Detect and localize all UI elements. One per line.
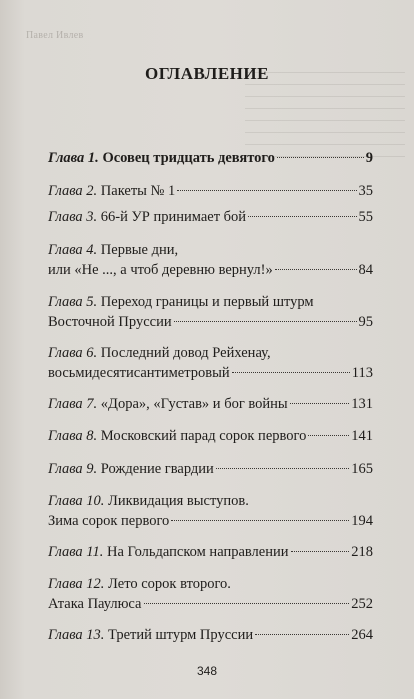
toc-entry[interactable]	[48, 181, 373, 201]
page-title: ОГЛАВЛЕНИЕ	[145, 64, 269, 83]
toc-entry-line	[48, 363, 373, 383]
chapter-page-number: 131	[351, 396, 373, 412]
chapter-title-continued: Восточной Пруссии	[48, 314, 172, 330]
chapter-title-continued: восьмидесятисантиметровый	[48, 365, 230, 381]
toc-entry-line	[48, 426, 373, 446]
chapter-label: Глава 3.	[48, 209, 98, 225]
toc-entry-line	[48, 148, 373, 168]
running-head: Павел Ивлев	[26, 30, 84, 41]
chapter-page-number: 113	[351, 365, 373, 381]
dot-leader	[255, 634, 349, 635]
page-number: 348	[196, 664, 218, 678]
toc-entry-line	[48, 207, 373, 227]
chapter-title: Рождение гвардии	[100, 461, 214, 477]
chapter-label: Глава 13.	[48, 627, 105, 643]
chapter-label: Глава 8.	[48, 428, 98, 444]
toc-entry[interactable]	[48, 542, 373, 562]
dot-leader	[248, 216, 356, 217]
chapter-label: Глава 1.	[48, 150, 99, 166]
chapter-label: Глава 6.	[48, 345, 98, 361]
toc-entry[interactable]	[48, 292, 373, 332]
chapter-title: На Гольдапском направлении	[106, 544, 289, 560]
toc-entry-line	[48, 459, 373, 479]
chapter-title: Третий штурм Пруссии	[108, 627, 254, 643]
chapter-label: Глава 7.	[48, 396, 98, 412]
dot-leader	[144, 603, 350, 604]
chapter-page-number: 218	[351, 544, 373, 560]
dot-leader	[290, 403, 350, 404]
toc-entry-line	[48, 625, 373, 645]
chapter-page-number: 165	[351, 461, 373, 477]
chapter-label: Глава 4.	[48, 242, 98, 258]
toc-entry[interactable]	[48, 207, 373, 227]
toc-entry[interactable]	[48, 459, 373, 479]
chapter-page-number: 264	[351, 627, 373, 643]
toc-entry[interactable]	[48, 491, 373, 531]
toc-entry[interactable]	[48, 240, 373, 280]
chapter-label: Глава 5.	[48, 294, 98, 310]
dot-leader	[275, 269, 357, 270]
chapter-title-continued: Атака Паулюса	[48, 596, 142, 612]
toc-entry-line	[48, 394, 373, 414]
chapter-title: Последний довод Рейхенау,	[100, 345, 271, 361]
toc-entry-line	[48, 511, 373, 531]
chapter-page-number: 35	[358, 183, 373, 199]
toc-entry-line	[48, 312, 373, 332]
chapter-label: Глава 9.	[48, 461, 98, 477]
dot-leader	[177, 190, 356, 191]
dot-leader	[171, 520, 349, 521]
chapter-page-number: 141	[351, 428, 373, 444]
chapter-page-number: 95	[358, 314, 373, 330]
toc-entry[interactable]	[48, 148, 373, 168]
chapter-title: Осовец тридцать девятого	[102, 150, 275, 166]
chapter-page-number: 9	[365, 150, 373, 166]
chapter-page-number: 194	[351, 513, 373, 529]
toc-entry[interactable]	[48, 343, 373, 383]
toc-entry[interactable]	[48, 426, 373, 446]
chapter-title-continued: или «Не ..., а чтоб деревню вернул!»	[48, 262, 273, 278]
toc-entry-line	[48, 491, 373, 511]
chapter-title: 66-й УР принимает бой	[100, 209, 247, 225]
chapter-title-continued: Зима сорок первого	[48, 513, 170, 529]
dot-leader	[232, 372, 350, 373]
chapter-label: Глава 2.	[48, 183, 98, 199]
toc-entry-line	[48, 260, 373, 280]
chapter-title: Ликвидация выступов.	[108, 493, 249, 509]
dot-leader	[174, 321, 357, 322]
chapter-page-number: 252	[351, 596, 373, 612]
chapter-label: Глава 11.	[48, 544, 104, 560]
chapter-title: Переход границы и первый штурм	[100, 294, 314, 310]
dot-leader	[216, 468, 349, 469]
dot-leader	[308, 435, 349, 436]
chapter-title: «Дора», «Густав» и бог войны	[100, 396, 288, 412]
toc-entry-line	[48, 343, 373, 363]
toc-entry-line	[48, 292, 373, 312]
chapter-title: Московский парад сорок первого	[100, 428, 307, 444]
chapter-label: Глава 10.	[48, 493, 105, 509]
chapter-title: Пакеты № 1	[100, 183, 176, 199]
toc-entry-line	[48, 574, 373, 594]
toc-entry[interactable]	[48, 394, 373, 414]
dot-leader	[277, 157, 364, 158]
toc-entry-line	[48, 542, 373, 562]
chapter-label: Глава 12.	[48, 576, 105, 592]
toc-entry-line	[48, 594, 373, 614]
toc-entry-line	[48, 240, 373, 260]
toc-entry-line	[48, 181, 373, 201]
dot-leader	[291, 551, 350, 552]
toc-entry[interactable]	[48, 574, 373, 614]
chapter-title: Лето сорок второго.	[108, 576, 231, 592]
chapter-page-number: 84	[358, 262, 373, 278]
chapter-page-number: 55	[358, 209, 373, 225]
toc-entry[interactable]	[48, 625, 373, 645]
chapter-title: Первые дни,	[100, 242, 179, 258]
